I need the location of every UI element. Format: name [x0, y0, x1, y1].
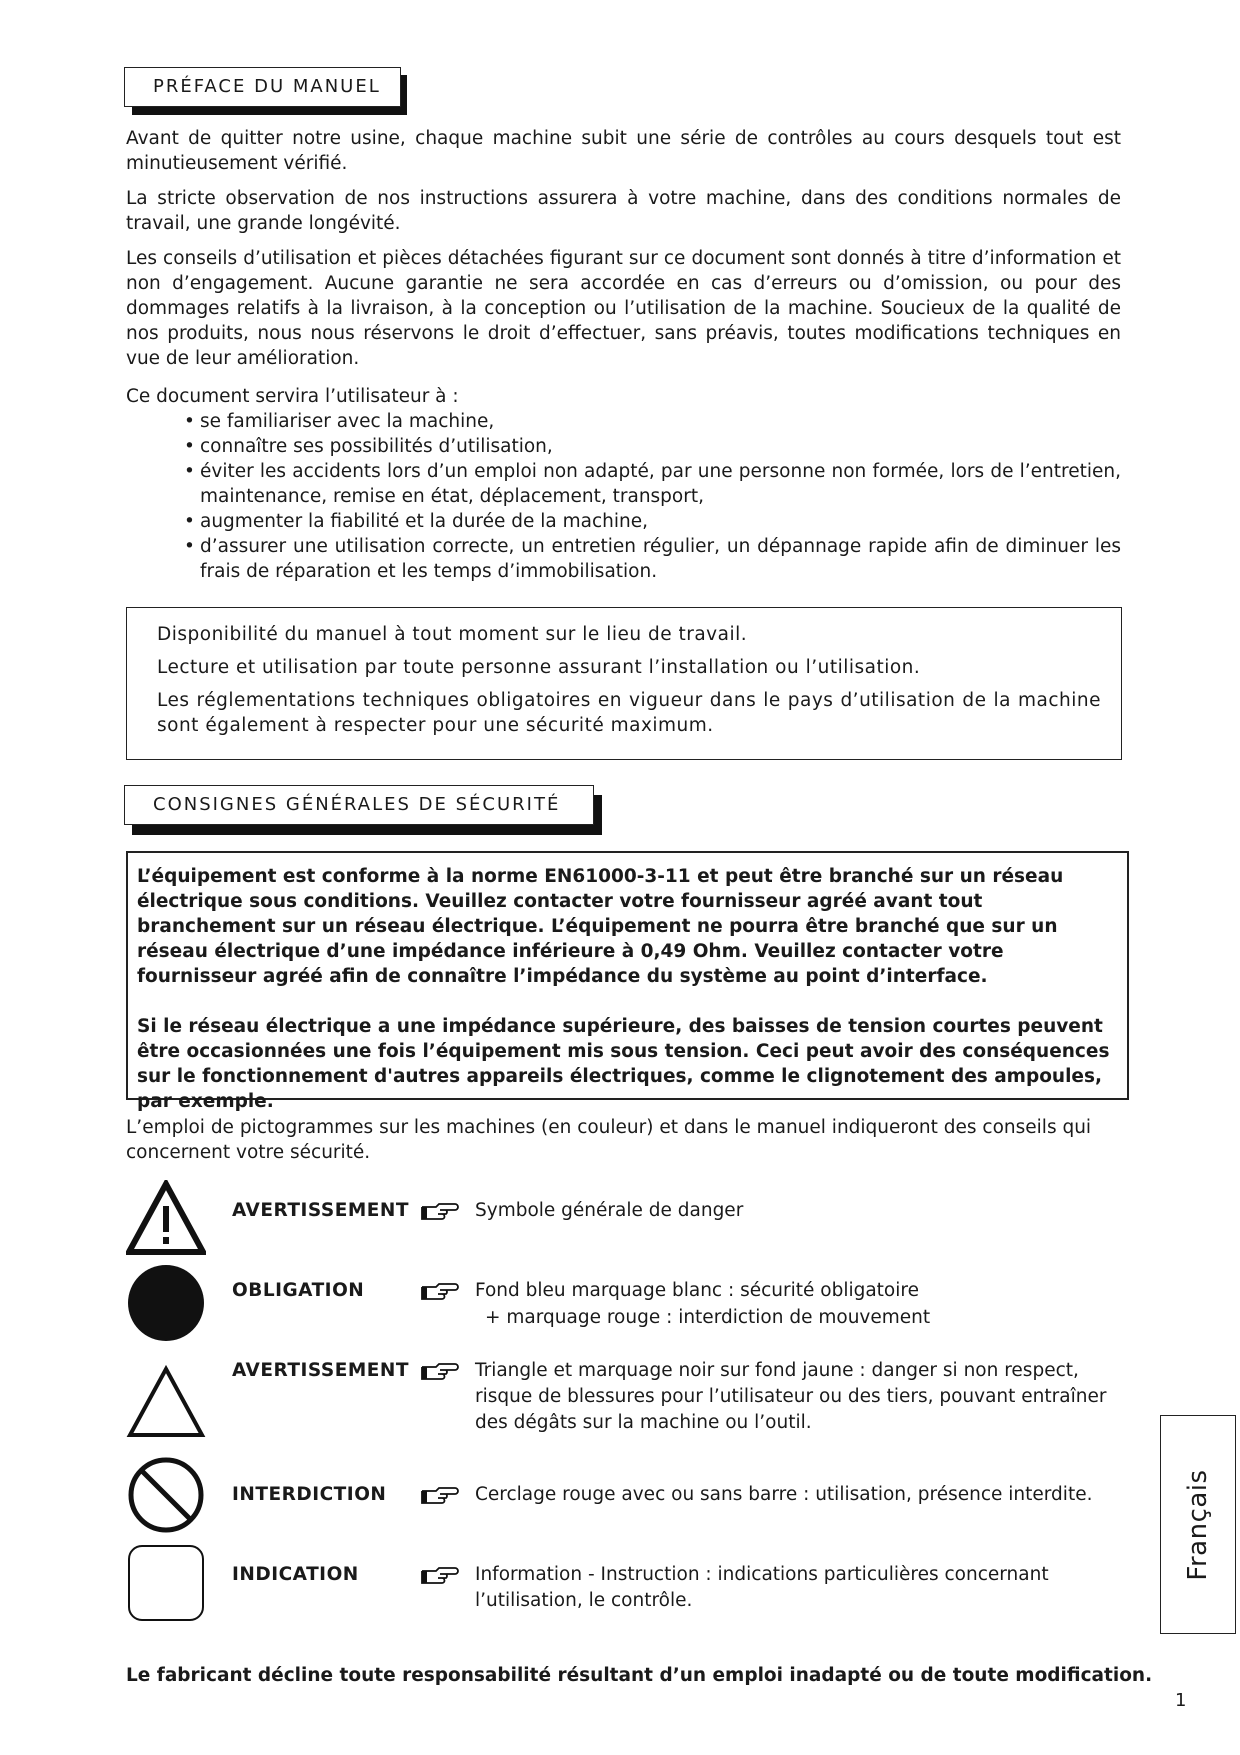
symbol-description: Triangle et marquage noir sur fond jaune : danger si non respect, risque de blessures pour l’utilisateur ou des tiers, pouvant entraîner des dégâts sur la machine ou l’outil.: [475, 1360, 1107, 1433]
pointing-hand-icon: [420, 1485, 460, 1507]
pointing-hand-icon: [420, 1565, 460, 1587]
warning-paragraph-1: L’équipement est conforme à la norme EN61000-3-11 et peut être branché sur un réseau électrique sous conditions. Veuillez contacter votre fournisseur agréé avant tout branchement sur un réseau électrique. L’équipement ne pourra être branché que sur un réseau électrique d’une impédance inférieure à 0,49 Ohm. Veuillez contacter votre fournisseur agréé afin de connaître l’impédance du système au point d’interface.: [137, 866, 1064, 987]
electrical-warning-box: [126, 851, 1129, 1112]
symbol-description: Cerclage rouge avec ou sans barre : utilisation, présence interdite.: [475, 1484, 1093, 1505]
symbol-description: Fond bleu marquage blanc : sécurité obligatoire: [475, 1280, 919, 1301]
liability-disclaimer: Le fabricant décline toute responsabilité résultant d’un emploi inadapté ou de toute modification.: [126, 1665, 1153, 1686]
warning-triangle-icon: [126, 1363, 206, 1443]
pointing-hand-icon: [420, 1201, 460, 1223]
preface-paragraph-1: Avant de quitter notre usine, chaque machine subit une série de contrôles au cours desquels tout est minutieusement vérifié.: [126, 128, 1121, 174]
preface-paragraph-3: Les conseils d’utilisation et pièces détachées figurant sur ce document sont donnés à titre d’information et non d’engagement. Aucune garantie ne sera accordée en cas d’erreurs ou d’omission, ou pour des dommages relatifs à la livraison, à la conception ou l’utilisation de la machine. Soucieux de la qualité de nos produits, nous nous réservons le droit d’effectuer, sans préavis, toutes modifications techniques en vue de leur amélioration.: [126, 248, 1121, 369]
language-tab: [1160, 1415, 1236, 1634]
list-item: • se familiariser avec la machine,: [184, 409, 1121, 434]
preface-paragraph-2: La stricte observation de nos instructions assurera à votre machine, dans des conditions normales de travail, une grande longévité.: [126, 188, 1121, 234]
list-item: • d’assurer une utilisation correcte, un entretien régulier, un dépannage rapide afin de diminuer les frais de réparation et les temps d’immobilisation.: [184, 534, 1121, 584]
warning-paragraph-2: Si le réseau électrique a une impédance supérieure, des baisses de tension courtes peuvent être occasionnées une fois l’équipement mis sous tension. Ceci peut avoir des conséquences sur le fonctionnement d'autres appareils électriques, comme le clignotement des ampoules, par exemple.: [137, 1016, 1110, 1112]
pictogram-intro: L’emploi de pictogrammes sur les machines (en couleur) et dans le manuel indiqueront des conseils qui concernent votre sécurité.: [126, 1117, 1092, 1163]
safety-section-title: CONSIGNES GÉNÉRALES DE SÉCURITÉ: [124, 785, 594, 825]
language-tab-label: Français: [1183, 1468, 1213, 1581]
notice-line: Disponibilité du manuel à tout moment sur le lieu de travail.: [157, 624, 748, 645]
pointing-hand-icon: [420, 1361, 460, 1383]
symbol-description-extra: + marquage rouge : interdiction de mouvement: [485, 1307, 931, 1328]
notice-line: Lecture et utilisation par toute personne assurant l’installation ou l’utilisation.: [157, 657, 921, 678]
symbol-label: INDICATION: [232, 1564, 359, 1585]
symbol-description: Information - Instruction : indications particulières concernant l’utilisation, le contrôle.: [475, 1564, 1049, 1611]
page-number: 1: [1175, 1690, 1187, 1711]
list-item: • éviter les accidents lors d’un emploi non adapté, par une personne non formée, lors de l’entretien, maintenance, remise en état, déplacement, transport,: [184, 459, 1121, 509]
notice-line: Les réglementations techniques obligatoires en vigueur dans le pays d’utilisation de la machine sont également à respecter pour une sécurité maximum.: [157, 690, 1101, 736]
list-item: • augmenter la fiabilité et la durée de la machine,: [184, 509, 1121, 534]
obligation-disc-icon: [126, 1263, 206, 1343]
pointing-hand-icon: [420, 1281, 460, 1303]
symbol-label: OBLIGATION: [232, 1280, 365, 1301]
list-item: • connaître ses possibilités d’utilisation,: [184, 434, 1121, 459]
prohibition-icon: [126, 1455, 206, 1535]
symbol-label: AVERTISSEMENT: [232, 1200, 410, 1221]
indication-square-icon: [126, 1543, 206, 1623]
preface-paragraph-4: Ce document servira l’utilisateur à :: [126, 386, 459, 407]
symbol-description: Symbole générale de danger: [475, 1200, 744, 1221]
warning-exclamation-icon: [126, 1180, 206, 1260]
manual-availability-box: [126, 607, 1122, 760]
preface-bullet-list: [184, 409, 1121, 584]
symbol-label: INTERDICTION: [232, 1484, 387, 1505]
preface-section-title: PRÉFACE DU MANUEL: [124, 67, 401, 107]
symbol-label: AVERTISSEMENT: [232, 1360, 410, 1381]
